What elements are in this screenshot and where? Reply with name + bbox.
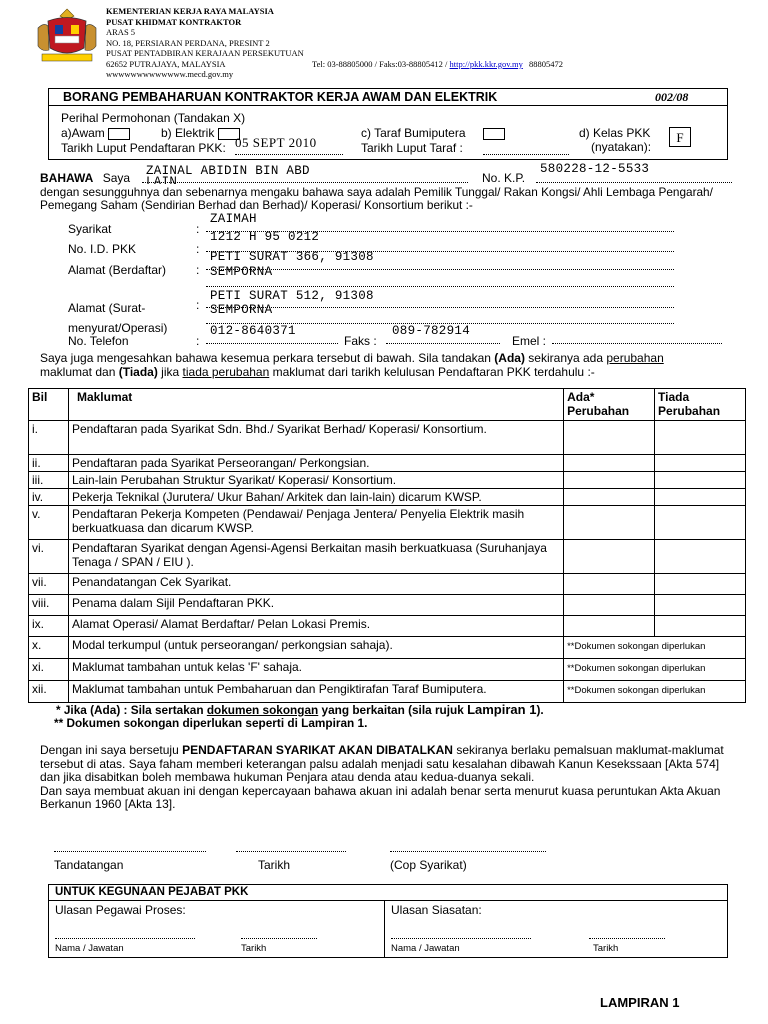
confirm-text-3: maklumat dan: [40, 365, 119, 379]
syarikat-label: Syarikat: [68, 222, 112, 236]
office-use-box: [48, 884, 728, 958]
letterhead-line: ARAS 5: [106, 27, 136, 37]
surat-value: PETI SURAT 512, 91308: [210, 289, 374, 303]
note-1-lampiran: Lampiran 1: [467, 702, 537, 717]
row-bil: iv.: [29, 489, 69, 506]
row-bil: x.: [29, 637, 69, 659]
confirm-perubahan: perubahan: [606, 351, 664, 365]
row-maklumat: Pendaftaran pada Syarikat Perseorangan/ Perkongsian.: [68, 455, 563, 472]
contact-extra: 88805472: [529, 58, 564, 69]
perubahan-table: [28, 388, 746, 703]
ada-perubahan-cell[interactable]: [564, 455, 655, 472]
table-row: [29, 540, 746, 574]
coat-of-arms-logo: [34, 6, 100, 64]
table-row: [29, 616, 746, 637]
perihal-label: Perihal Permohonan (Tandakan X): [61, 111, 246, 125]
header-bil: Bil: [29, 389, 69, 421]
no-kp-label: No. K.P.: [482, 171, 526, 185]
tarikh-taraf-label: Tarikh Luput Taraf :: [361, 141, 463, 155]
surat-label-2: menyurat/Operasi): [68, 321, 168, 335]
row-bil: ix.: [29, 616, 69, 637]
syarikat-value: ZAIMAH: [210, 212, 257, 226]
row-bil: i.: [29, 421, 69, 455]
ada-perubahan-cell[interactable]: [564, 595, 655, 616]
confirm-text-4: jika: [157, 365, 183, 379]
confirm-tiada-perubahan: tiada perubahan: [182, 365, 270, 379]
letterhead: [106, 6, 726, 80]
siasatan-nama-label: Nama / Jawatan: [391, 943, 460, 954]
cop-field[interactable]: [390, 848, 546, 852]
row-bil: viii.: [29, 595, 69, 616]
row-maklumat: Pekerja Teknikal (Jurutera/ Ukur Bahan/ Arkitek dan lain-lain) dicarum KWSP.: [68, 489, 563, 506]
option-kelas-label-2: (nyatakan):: [591, 140, 652, 154]
table-row: [29, 455, 746, 472]
row-bil: iii.: [29, 472, 69, 489]
ada-perubahan-cell[interactable]: [564, 540, 655, 574]
agreement-text: [40, 744, 736, 812]
note-2: ** Dokumen sokongan diperlukan seperti di Lampiran 1.: [54, 716, 368, 730]
header-tiada: Tiada Perubahan: [655, 389, 746, 421]
note-1-text-2: yang berkaitan (sila rujuk: [318, 703, 468, 717]
telefon-value: 012-8640371: [210, 324, 296, 338]
awam-checkbox[interactable]: [108, 128, 130, 140]
letterhead-line: NO. 18, PERSIARAN PERDANA, PRESINT 2: [106, 37, 270, 48]
letterhead-line: KEMENTERIAN KERJA RAYA MALAYSIA: [106, 6, 274, 16]
row-bil: xi.: [29, 659, 69, 681]
table-row: [29, 681, 746, 703]
table-row: [29, 506, 746, 540]
pkk-id-value: 1212 H 95 0212: [210, 230, 320, 244]
ada-perubahan-cell[interactable]: [564, 472, 655, 489]
proses-nama-field[interactable]: [55, 935, 195, 939]
tiada-perubahan-cell[interactable]: [655, 489, 746, 506]
kp-field[interactable]: [536, 175, 732, 183]
row-bil: vii.: [29, 574, 69, 595]
alamat-label: Alamat (Berdaftar): [68, 263, 167, 277]
row-maklumat: Pendaftaran pada Syarikat Sdn. Bhd./ Syarikat Berhad/ Koperasi/ Konsortium.: [68, 421, 563, 455]
dokumen-note: **Dokumen sokongan diperlukan: [567, 685, 706, 696]
faks-label: Faks :: [344, 334, 377, 348]
contact-link[interactable]: http://pkk.kkr.gov.my: [449, 58, 523, 69]
ulasan-siasatan-label: Ulasan Siasatan:: [391, 903, 482, 917]
letterhead-line: 62652 PUTRAJAYA, MALAYSIA: [106, 58, 226, 69]
agreement-bold: PENDAFTARAN SYARIKAT AKAN DIBATALKAN: [182, 743, 453, 757]
pkk-id-label: No. I.D. PKK: [68, 242, 137, 256]
confirm-text-2: sekiranya ada: [524, 351, 607, 365]
confirmation-text: [40, 351, 740, 379]
lampiran-label: LAMPIRAN 1: [600, 995, 680, 1010]
option-awam-label: a)Awam: [61, 126, 105, 140]
colon: :: [196, 242, 200, 256]
ada-perubahan-cell[interactable]: [564, 489, 655, 506]
note-1-text: * Jika (Ada) : Sila sertakan: [56, 703, 207, 717]
option-taraf-label: c) Taraf Bumiputera: [361, 126, 466, 140]
row-maklumat: Lain-lain Perubahan Struktur Syarikat/ Koperasi/ Konsortium.: [68, 472, 563, 489]
surat-label: Alamat (Surat-: [68, 301, 146, 315]
tiada-perubahan-cell[interactable]: [655, 540, 746, 574]
declaration-text: dengan sesungguhnya dan sebenarnya mengaku bahawa saya adalah Pemilik Tunggal/ Rakan Kongsi/ Ahli Lembaga Pengarah/ Pemegang Saham (Sendirian Berhad dan Berhad)/ Koperasi/ Konsortium berikut :-: [40, 185, 713, 212]
name-value: ZAINAL ABIDIN BIN ABD: [146, 164, 310, 178]
web-address: wwwwwwwwwwwww.mecd.gov.my: [106, 69, 234, 79]
row-maklumat: Pendaftaran Syarikat dengan Agensi-Agensi Berkaitan masih berkuatkuasa (Suruhanjaya Tenaga / SPAN / EIU ).: [68, 540, 563, 574]
table-row: [29, 574, 746, 595]
row-maklumat: Penama dalam Sijil Pendaftaran PKK.: [68, 595, 563, 616]
office-title: UNTUK KEGUNAAN PEJABAT PKK: [55, 886, 249, 898]
table-header-row: [29, 389, 746, 421]
dokumen-note-cell[interactable]: [564, 637, 746, 659]
ada-perubahan-cell[interactable]: [564, 616, 655, 637]
ada-perubahan-cell[interactable]: [564, 421, 655, 455]
tarikh-pkk-value: 05 SEPT 2010: [235, 135, 317, 150]
proses-nama-label: Nama / Jawatan: [55, 943, 124, 954]
dokumen-note: **Dokumen sokongan diperlukan: [567, 641, 706, 652]
kp-value: 580228-12-5533: [540, 162, 650, 176]
surat-field-2[interactable]: [206, 316, 674, 324]
row-bil: v.: [29, 506, 69, 540]
confirm-text-1: Saya juga mengesahkan bahawa kesemua perkara tersebut di bawah. Sila tandakan: [40, 351, 495, 365]
dokumen-note-cell[interactable]: [564, 659, 746, 681]
note-1-dokumen: dokumen sokongan: [206, 703, 319, 717]
table-row: [29, 421, 746, 455]
colon: :: [196, 334, 200, 348]
row-bil: ii.: [29, 455, 69, 472]
siasatan-nama-field[interactable]: [391, 935, 531, 939]
row-maklumat: Penandatangan Cek Syarikat.: [68, 574, 563, 595]
siasatan-tarikh-label: Tarikh: [593, 943, 619, 954]
row-maklumat: Pendaftaran Pekerja Kompeten (Pendawai/ Penjaga Jentera/ Penyelia Elektrik masih berkuatkuasa dan dicarum KWSP.: [68, 506, 563, 540]
kelas-pkk-box[interactable]: [669, 127, 691, 147]
dokumen-note: **Dokumen sokongan diperlukan: [567, 663, 706, 674]
tarikh-pkk-label: Tarikh Luput Pendaftaran PKK:: [61, 141, 226, 155]
table-row: [29, 472, 746, 489]
agreement-text-2: sekiranya berlaku pemalsuan maklumat-maklumat tersebut di atas. Saya faham memberi keterangan palsu adalah menjadi satu kesalahan dibawah Kanun Kesekssaan [Akta 574] dan jika disabitkan boleh membawa hukuman Penjara atau denda atau kedua-duanya sekali.: [40, 743, 724, 785]
confirm-ada: (Ada): [494, 351, 525, 365]
siasatan-tarikh-field[interactable]: [589, 935, 665, 939]
telefon-label: No. Telefon: [68, 334, 129, 348]
dokumen-note-cell[interactable]: [564, 681, 746, 703]
agreement-text-3: Dan saya membuat akuan ini dengan kepercayaan bahawa akuan ini adalah benar serta menurut kuasa peruntukan Akta Akuan Berkanun 1960 [Akta 13].: [40, 783, 721, 812]
proses-tarikh-label: Tarikh: [241, 943, 267, 954]
tiada-perubahan-cell[interactable]: [655, 616, 746, 637]
alamat-value-2: SEMPORNA: [210, 266, 273, 276]
alamat-value: PETI SURAT 366, 91308: [210, 250, 374, 264]
confirm-tiada: (Tiada): [118, 365, 158, 379]
tiada-perubahan-cell[interactable]: [655, 421, 746, 455]
option-kelas-label: d) Kelas PKK: [579, 126, 651, 140]
row-maklumat: Alamat Operasi/ Alamat Berdaftar/ Pelan Lokasi Premis.: [68, 616, 563, 637]
note-1: [56, 702, 544, 717]
alamat-field-2[interactable]: [206, 279, 674, 287]
tiada-perubahan-cell[interactable]: [655, 595, 746, 616]
header-ada: Ada* Perubahan: [564, 389, 655, 421]
colon: :: [196, 263, 200, 277]
row-maklumat: Maklumat tambahan untuk kelas 'F' sahaja.: [68, 659, 563, 681]
row-maklumat: Maklumat tambahan untuk Pembaharuan dan Pengiktirafan Taraf Bumiputera.: [68, 681, 563, 703]
ada-perubahan-cell[interactable]: [564, 506, 655, 540]
row-bil: xii.: [29, 681, 69, 703]
tarikh-label: Tarikh: [258, 858, 291, 872]
tiada-perubahan-cell[interactable]: [655, 455, 746, 472]
row-maklumat: Modal terkumpul (untuk perseorangan/ perkongsian sahaja).: [68, 637, 563, 659]
form-title: BORANG PEMBAHARUAN KONTRAKTOR KERJA AWAM DAN ELEKTRIK: [63, 90, 498, 104]
emel-field[interactable]: [552, 336, 722, 344]
tandatangan-label: Tandatangan: [54, 858, 124, 872]
faks-value: 089-782914: [392, 324, 471, 338]
contact-text: Tel: 03-88805000 / Faks:03-88805412 /: [312, 58, 450, 69]
name-value-2: LAIN: [146, 176, 178, 184]
agreement-text-1: Dengan ini saya bersetuju: [40, 743, 183, 757]
confirm-text-5: maklumat dari tarikh kelulusan Pendaftaran PKK terdahulu :-: [269, 365, 595, 379]
letterhead-line: PUSAT KHIDMAT KONTRAKTOR: [106, 16, 242, 27]
colon: :: [196, 298, 200, 312]
saya-label: Saya: [102, 171, 131, 185]
table-row: [29, 637, 746, 659]
letterhead-line: PUSAT PENTADBIRAN KERAJAAN PERSEKUTUAN: [106, 48, 304, 58]
proses-tarikh-field[interactable]: [241, 935, 317, 939]
form-header: [48, 88, 728, 160]
bahawa-label: BAHAWA: [40, 171, 94, 185]
tiada-perubahan-cell[interactable]: [655, 472, 746, 489]
header-maklumat: Maklumat: [68, 389, 563, 421]
surat-value-2: SEMPORNA: [210, 304, 273, 314]
form-code: 002/08: [655, 90, 689, 104]
kelas-pkk-value: F: [676, 130, 684, 145]
emel-label: Emel :: [512, 334, 547, 348]
ulasan-proses-label: Ulasan Pegawai Proses:: [55, 903, 186, 917]
option-elektrik-label: b) Elektrik: [161, 126, 215, 140]
colon: :: [196, 222, 200, 236]
table-row: [29, 489, 746, 506]
table-row: [29, 595, 746, 616]
tarikh-taraf-field[interactable]: [483, 147, 569, 155]
ada-perubahan-cell[interactable]: [564, 574, 655, 595]
note-1-text-3: ).: [536, 703, 544, 717]
cop-label: (Cop Syarikat): [390, 858, 467, 872]
tiada-perubahan-cell[interactable]: [655, 574, 746, 595]
row-bil: vi.: [29, 540, 69, 574]
table-row: [29, 659, 746, 681]
tandatangan-field[interactable]: [54, 848, 206, 852]
taraf-checkbox[interactable]: [483, 128, 505, 140]
tarikh-field[interactable]: [236, 848, 346, 852]
tiada-perubahan-cell[interactable]: [655, 506, 746, 540]
